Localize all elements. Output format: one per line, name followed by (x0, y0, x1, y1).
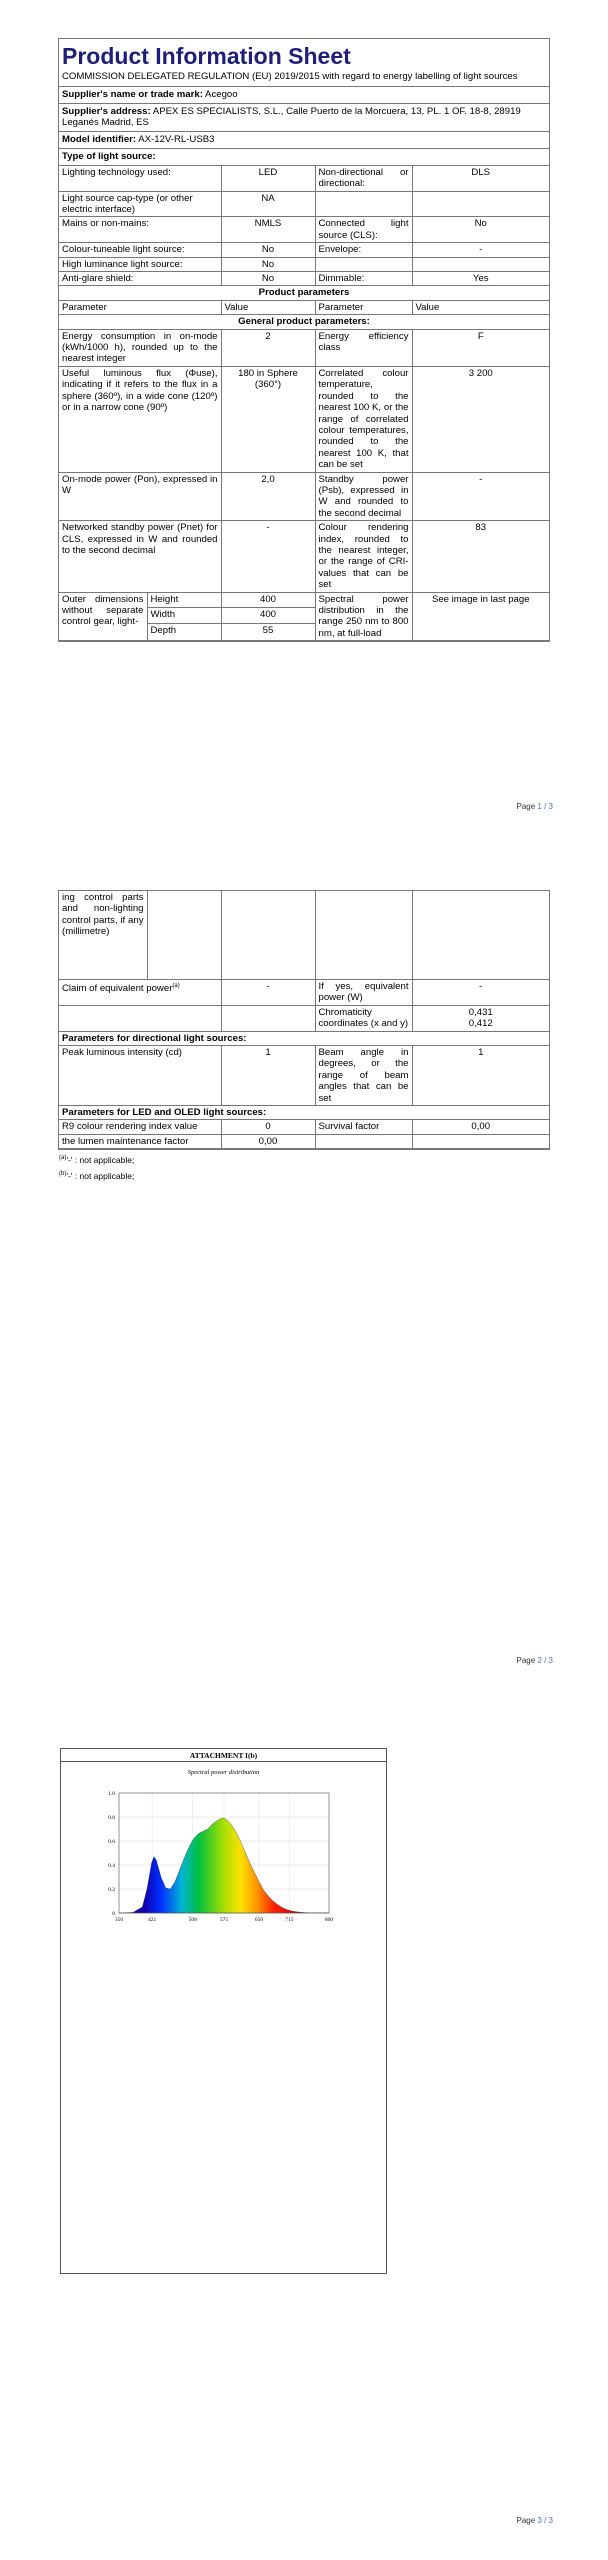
page-number (516, 1656, 553, 1665)
footnote-ref: (a) (172, 983, 180, 989)
chromaticity-y: 0,412 (468, 1018, 493, 1030)
type-value (412, 191, 549, 217)
dimension-name: Height (147, 592, 221, 608)
claim-label (59, 980, 221, 1006)
type-label: Anti-glare shield: (59, 272, 221, 286)
type-label (315, 191, 412, 217)
type-value (412, 257, 549, 271)
page-current: 3 (537, 2516, 542, 2525)
param-label: Networked standby power (Pnet) for CLS, expressed in W and rounded to the second decimal (59, 521, 221, 592)
type-value: LED (221, 165, 315, 191)
param-value: 3 200 (412, 366, 549, 472)
param-value: 2,0 (221, 472, 315, 521)
empty-cell (412, 891, 549, 980)
type-value: NA (221, 191, 315, 217)
page-current: 2 (537, 1656, 542, 1665)
table-row (59, 315, 549, 329)
dimensions-label: Outer dimensions without separate control gear, light- (59, 592, 147, 641)
table-row (59, 891, 549, 980)
x-tick-label: 575 (219, 1917, 229, 1923)
chart-subtitle: Spectral power distribution (187, 1769, 260, 1776)
type-label: Non-directional or directional: (315, 165, 412, 191)
type-value: No (221, 272, 315, 286)
param-value: 0 (221, 1120, 315, 1134)
x-tick-label: 650 (254, 1917, 264, 1923)
footnote-text: '-' : not applicable; (66, 1170, 135, 1181)
param-label: Energy efficiency class (315, 329, 412, 366)
table-row (59, 243, 549, 257)
table-row (59, 191, 549, 217)
page-2 (0, 860, 608, 1720)
param-value: - (221, 521, 315, 592)
dimension-value: 55 (221, 624, 315, 641)
param-label: Energy consumption in on-mode (kWh/1000 h), rounded up to the nearest integer (59, 329, 221, 366)
info-sheet (58, 38, 550, 642)
empty-cell (221, 1005, 315, 1031)
param-label: the lumen maintenance factor (59, 1134, 221, 1148)
page-word: Page (516, 802, 536, 811)
footnotes (59, 1149, 549, 1183)
footnote-marker: (a) (59, 1155, 67, 1162)
model-label: Model identifier: (62, 134, 137, 146)
page-title: Product Information Sheet (62, 43, 351, 69)
x-tick-label: 508 (188, 1917, 197, 1923)
parameters-table-continued (59, 890, 549, 1149)
table-row (59, 1106, 549, 1120)
param-value: 0,00 (412, 1120, 549, 1134)
regulation-subtitle: COMMISSION DELEGATED REGULATION (EU) 2019/2015 with regard to energy labelling of light sources (62, 71, 518, 82)
type-label: Lighting technology used: (59, 165, 221, 191)
type-value: NMLS (221, 217, 315, 243)
page-current: 1 (537, 802, 542, 811)
y-tick-label: 0 (112, 1911, 115, 1917)
empty-cell (59, 1005, 221, 1031)
table-row (59, 217, 549, 243)
page-total: / 3 (544, 2516, 553, 2525)
param-label: Colour rendering index, rounded to the nearest integer, or the range of CRI-values that can be set (315, 521, 412, 592)
column-header: Value (221, 300, 315, 314)
chromaticity-x: 0,431 (468, 1006, 493, 1018)
footnote-marker: (b) (59, 1171, 67, 1178)
type-label: Colour-tuneable light source: (59, 243, 221, 257)
y-tick-label: 0.4 (108, 1863, 115, 1869)
page-total: / 3 (544, 1656, 553, 1665)
dimension-value: 400 (221, 608, 315, 624)
param-label: Peak luminous intensity (cd) (59, 1046, 221, 1106)
type-value: - (412, 243, 549, 257)
param-value: - (412, 472, 549, 521)
led-heading: Parameters for LED and OLED light sources: (59, 1106, 549, 1120)
footnote (59, 1167, 549, 1183)
table-row (59, 1031, 549, 1045)
table-row (59, 272, 549, 286)
param-label: Correlated colour temperature, rounded to the nearest 100 K, or the range of correlated colour temperatures, rounded to the nearest 100 K, that can be set (315, 366, 412, 472)
y-tick-label: 0.8 (108, 1815, 115, 1821)
table-row (59, 1046, 549, 1106)
claim-value: - (221, 980, 315, 1006)
empty-cell (147, 891, 221, 980)
table-row (59, 1134, 549, 1148)
footnote-text: '-' : not applicable; (66, 1155, 135, 1166)
product-params-heading: Product parameters (59, 286, 549, 300)
page-3 (0, 1720, 608, 2560)
empty-cell (221, 891, 315, 980)
param-label: R9 colour rendering index value (59, 1120, 221, 1134)
equivalent-power-label: If yes, equivalent power (W) (315, 980, 412, 1006)
attachment-box (60, 1748, 387, 2274)
spd-value: See image in last page (412, 592, 549, 641)
page-word: Page (516, 2516, 536, 2525)
footnote (59, 1151, 549, 1167)
supplier-name-value: Acegoo (205, 88, 238, 100)
column-header: Parameter (315, 300, 412, 314)
chromaticity-value (412, 1005, 549, 1031)
param-value: 2 (221, 329, 315, 366)
dimension-name: Depth (147, 624, 221, 641)
type-label: High luminance light source: (59, 257, 221, 271)
page-1 (0, 0, 608, 860)
spd-label: Spectral power distribution in the range 250 nm to 800 nm, at full-load (315, 592, 412, 641)
x-tick-label: 350 (114, 1917, 124, 1923)
param-value: F (412, 329, 549, 366)
model-row (59, 131, 549, 148)
y-tick-label: 1.0 (108, 1791, 115, 1797)
type-label (315, 257, 412, 271)
type-value: No (412, 217, 549, 243)
param-label: Survival factor (315, 1120, 412, 1134)
supplier-name-row (59, 86, 549, 103)
param-value: 1 (412, 1046, 549, 1106)
spectral-chart (61, 1781, 386, 1931)
page-word: Page (516, 1656, 536, 1665)
supplier-name-label: Supplier's name or trade mark: (62, 88, 203, 100)
dimension-name: Width (147, 608, 221, 624)
type-label: Envelope: (315, 243, 412, 257)
equivalent-power-value: - (412, 980, 549, 1006)
claim-label-text: Claim of equivalent power (62, 983, 173, 995)
table-row (59, 592, 549, 608)
table-row (59, 165, 549, 191)
info-sheet-continued (58, 890, 550, 1181)
table-row (59, 980, 549, 1006)
empty-cell (315, 891, 412, 980)
table-row (59, 329, 549, 366)
type-value: No (221, 243, 315, 257)
param-label: Beam angle in degrees, or the range of beam angles that can be set (315, 1046, 412, 1106)
table-row (59, 472, 549, 521)
param-value: 83 (412, 521, 549, 592)
column-header: Value (412, 300, 549, 314)
type-value: No (221, 257, 315, 271)
table-row (59, 366, 549, 472)
type-heading: Type of light source: (59, 148, 549, 165)
general-params-heading: General product parameters: (59, 315, 549, 329)
param-value: 1 (221, 1046, 315, 1106)
table-row (59, 1120, 549, 1134)
spectrum-area (119, 1818, 329, 1913)
dimension-value: 400 (221, 592, 315, 608)
param-value: 180 in Sphere (360°) (221, 366, 315, 472)
x-tick-label: 715 (285, 1917, 294, 1923)
column-header: Parameter (59, 300, 221, 314)
page-number (516, 2516, 553, 2525)
type-label: Dimmable: (315, 272, 412, 286)
table-row (59, 1005, 549, 1031)
table-row (59, 521, 549, 592)
param-label: Standby power (Psb), expressed in W and rounded to the second decimal (315, 472, 412, 521)
param-value: 0,00 (221, 1134, 315, 1148)
supplier-address-label: Supplier's address: (62, 105, 151, 117)
param-label: Useful luminous flux (Φuse), indicating if it refers to the flux in a sphere (360º), in a wide cone (120º) or in a narrow cone (90º) (59, 366, 221, 472)
type-label: Connected light source (CLS): (315, 217, 412, 243)
type-label: Mains or non-mains: (59, 217, 221, 243)
parameters-table (59, 165, 549, 641)
y-tick-label: 0.6 (108, 1839, 115, 1845)
param-value (412, 1134, 549, 1148)
attachment-title: ATTACHMENT I(b) (61, 1749, 386, 1762)
table-row (59, 257, 549, 271)
type-value: Yes (412, 272, 549, 286)
supplier-address-row (59, 103, 549, 132)
page-number (516, 802, 553, 811)
table-row (59, 286, 549, 300)
y-tick-label: 0.2 (108, 1887, 115, 1893)
directional-heading: Parameters for directional light sources: (59, 1031, 549, 1045)
param-label: On-mode power (Pon), expressed in W (59, 472, 221, 521)
chromaticity-label: Chromaticity coordinates (x and y) (315, 1005, 412, 1031)
param-label (315, 1134, 412, 1148)
x-tick-label: 421 (148, 1917, 157, 1923)
x-tick-label: 800 (324, 1917, 334, 1923)
type-value: DLS (412, 165, 549, 191)
page-total: / 3 (544, 802, 553, 811)
dimensions-label-continued: ing control parts and non-lighting control parts, if any (millimetre) (59, 891, 147, 980)
type-label: Light source cap-type (or other electric interface) (59, 191, 221, 217)
supplier-address-value: APEX ES SPECIALISTS, S.L., Calle Puerto de la Morcuera, 13, PL. 1 OF. 18-8, 28919 Leganés Madrid, ES (62, 105, 521, 129)
model-value: AX-12V-RL-USB3 (138, 134, 215, 146)
column-header-row (59, 300, 549, 314)
